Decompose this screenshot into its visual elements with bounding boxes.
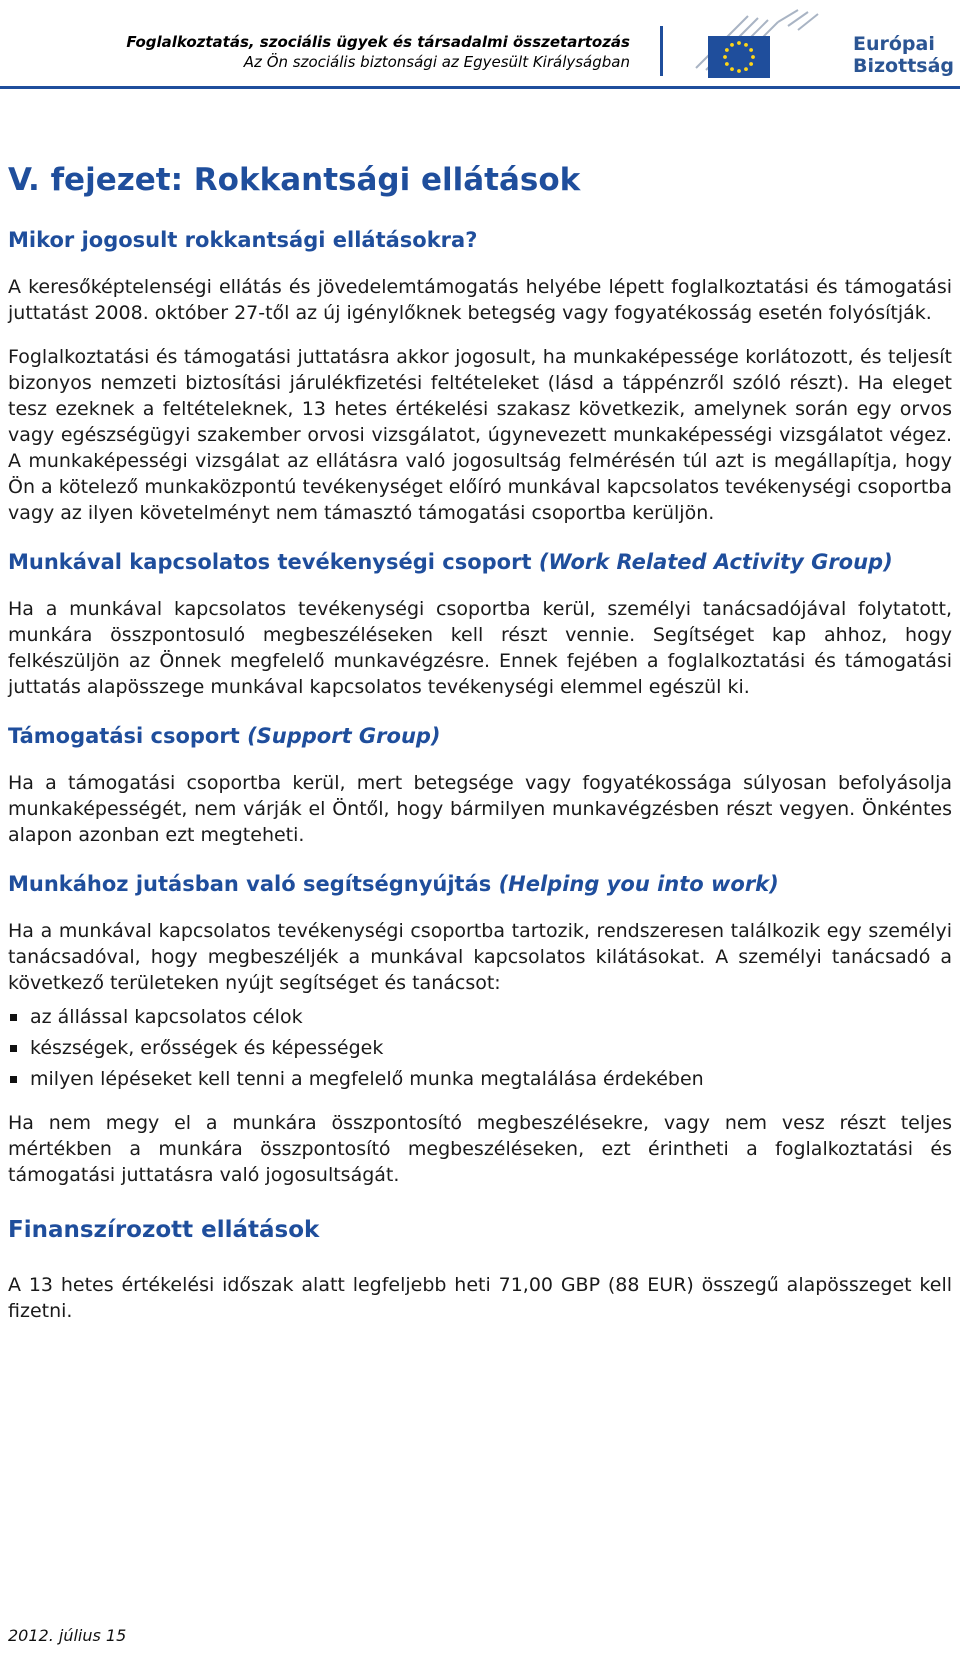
section-heading-helping-into-work: [8, 870, 952, 898]
paragraph: A 13 hetes értékelési időszak alatt legfeljebb heti 71,00 GBP (88 EUR) összegű alapösszeget kell fizetni.: [8, 1274, 952, 1322]
section-heading-english: (Work Related Activity Group): [538, 550, 893, 574]
eu-flag-icon: [688, 8, 848, 84]
bullet-square-icon: [10, 1014, 17, 1021]
section-heading-financed-benefits: [8, 1216, 952, 1244]
section-heading-text: Mikor jogosult rokkantsági ellátásokra?: [8, 228, 478, 252]
flag-star: [751, 55, 755, 59]
list-item-text: az állással kapcsolatos célok: [30, 1006, 303, 1028]
paragraph: Foglalkoztatási és támogatási juttatásra akkor jogosult, ha munkaképessége korlátozott, és teljesít bizonyos nemzeti biztosítási járulékfizetési feltételeket (lásd a táppénzről szóló részt). Ha eleget tesz ezeknek a feltételeknek, 13 hetes értékelési szakasz következik, amelynek során egy orvos vagy egészségügyi szakember orvosi vizsgálatot, úgynevezett munkaképességi vizsgálatot végez. A munkaképességi vizsgálat az ellátásra való jogosultság felmérésén túl azt is megállapítja, hogy Ön a kötelező munkaközpontú tevékenységet előíró munkával kapcsolatos tevékenységi csoportba vagy az ilyen követelményt nem támasztó támogatási csoportba kerüljön.: [8, 346, 952, 524]
paragraph: Ha a munkával kapcsolatos tevékenységi csoportba kerül, személyi tanácsadójával folytatott, munkára összpontosuló megbeszéléseken kell részt vennie. Segítséget kap ahhoz, hogy felkészüljön az Önnek megfelelő munkavégzésre. Ennek fejében a foglalkoztatási és támogatási juttatás alapösszege munkával kapcsolatos tevékenységi elemmel egészül ki.: [8, 598, 952, 698]
section-heading-text: Támogatási csoport: [8, 724, 240, 748]
flag-star: [737, 41, 741, 45]
organization-name: [853, 33, 954, 77]
european-commission-logo: [688, 8, 955, 84]
document-body: [8, 160, 952, 1342]
organization-name-line-1: Európai: [853, 33, 935, 55]
bullet-square-icon: [10, 1045, 17, 1052]
header-line-1: Foglalkoztatás, szociális ügyek és társadalmi összetartozás: [126, 33, 630, 51]
flag-star: [737, 69, 741, 73]
list-item: [8, 1004, 952, 1030]
paragraph: Ha nem megy el a munkára összpontosító megbeszélésekre, vagy nem vesz részt teljes mértékben a munkára összpontosító megbeszéléseken, ezt érintheti a foglalkoztatási és támogatási juttatásra való jogosultságát.: [8, 1112, 952, 1186]
header-divider: [660, 26, 663, 76]
flag-star: [749, 62, 753, 66]
flag-star: [730, 43, 734, 47]
flag-star: [744, 43, 748, 47]
section-heading-english: (Support Group): [247, 724, 441, 748]
header-title-block: [126, 32, 630, 72]
page-header: [0, 0, 960, 90]
list-item: [8, 1035, 952, 1061]
paragraph: A keresőképtelenségi ellátás és jövedelemtámogatás helyébe lépett foglalkoztatási és támogatási juttatást 2008. október 27-től az új igénylőknek betegség vagy fogyatékosság esetén folyósítják.: [8, 276, 952, 324]
paragraph: Ha a támogatási csoportba kerül, mert betegsége vagy fogyatékossága súlyosan befolyásolja munkaképességét, nem várják el Öntől, hogy bármilyen munkavégzésben részt vegyen. Önkéntes alapon azonban ezt megteheti.: [8, 772, 952, 846]
bullet-list: [8, 1004, 952, 1092]
paragraph: Ha a munkával kapcsolatos tevékenységi csoportba tartozik, rendszeresen találkozik egy személyi tanácsadóval, hogy megbeszéljék a munkával kapcsolatos kilátásokat. A személyi tanácsadó a következő területeken nyújt segítséget és tanácsot:: [8, 920, 952, 994]
footer-date: 2012. július 15: [8, 1626, 127, 1645]
organization-name-line-2: Bizottság: [853, 55, 955, 77]
section-heading-support-group: [8, 722, 952, 750]
list-item-text: készségek, erősségek és képességek: [30, 1037, 384, 1059]
flag-star: [725, 48, 729, 52]
bullet-square-icon: [10, 1076, 17, 1083]
list-item-text: milyen lépéseket kell tenni a megfelelő munka megtalálása érdekében: [30, 1068, 704, 1090]
list-item: [8, 1066, 952, 1092]
section-heading-english: (Helping you into work): [498, 872, 779, 896]
section-heading-eligibility: [8, 226, 952, 254]
flag-star: [730, 67, 734, 71]
section-heading-text: Munkával kapcsolatos tevékenységi csoport: [8, 550, 532, 574]
flag-star: [744, 67, 748, 71]
section-heading-work-related-activity-group: [8, 548, 952, 576]
flag-star: [749, 48, 753, 52]
flag-star: [725, 62, 729, 66]
header-line-2: Az Ön szociális biztonsági az Egyesült Királyságban: [243, 53, 630, 71]
section-heading-text: Munkához jutásban való segítségnyújtás: [8, 872, 492, 896]
section-heading-text: Finanszírozott ellátások: [8, 1217, 320, 1243]
chapter-title: V. fejezet: Rokkantsági ellátások: [8, 162, 581, 198]
flag-star: [723, 55, 727, 59]
header-rule: [0, 86, 960, 89]
